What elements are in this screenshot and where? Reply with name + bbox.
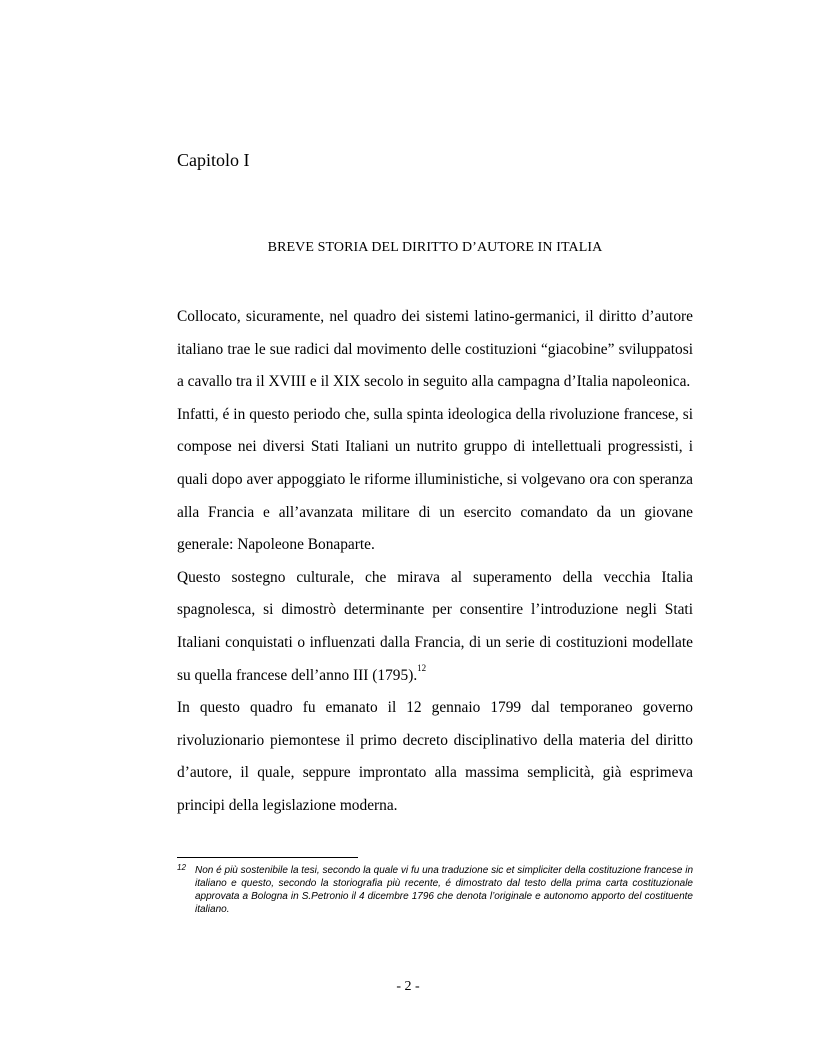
paragraph-text: In questo quadro fu emanato il 12 gennaio 1799 dal temporaneo governo rivoluzionario piemontese il primo decreto disciplinativo della materia del diritto d’autore, il quale, seppure improntato alla massima semplicità, già esprimeva principi della legislazione moderna. [177, 699, 693, 814]
paragraph [177, 301, 693, 399]
paragraph-text: Collocato, sicuramente, nel quadro dei sistemi latino-germanici, il diritto d’autore italiano trae le sue radici dal movimento delle costituzioni “giacobine” sviluppatosi a cavallo tra il XVIII e il XIX secolo in seguito alla campagna d’Italia napoleonica. [177, 308, 693, 391]
footnote-text: Non é più sostenibile la tesi, secondo la quale vi fu una traduzione sic et simpliciter della costituzione francese in italiano e questo, secondo la storiografia più recente, é dimostrato dal testo della prima carta costituzionale approvata a Bologna in S.Petronio il 4 dicembre 1796 che denota l’originale e autonomo apporto del costituente italiano. [195, 865, 693, 915]
chapter-heading: Capitolo I [177, 150, 250, 170]
footnote-number: 12 [177, 863, 186, 872]
paragraph-text: Infatti, é in questo periodo che, sulla spinta ideologica della rivoluzione francese, si compose nei diversi Stati Italiani un nutrito gruppo di intellettuali progressisti, i quali dopo aver appoggiato le riforme illuministiche, si volgevano ora con speranza alla Francia e all’avanzata militare di un esercito comandato da un giovane generale: Napoleone Bonaparte. [177, 405, 693, 554]
body-text [177, 301, 693, 823]
section-title: BREVE STORIA DEL DIRITTO D’AUTORE IN ITALIA [267, 240, 603, 255]
paragraph-text: Questo sostegno culturale, che mirava al superamento della vecchia Italia spagnolesca, si dimostrò determinante per consentire l’introduzione negli Stati Italiani conquistati o influenzati dalla Francia, di un serie di costituzioni modellate su quella francese dell’anno III (1795). [177, 568, 693, 684]
footnote-separator [177, 857, 358, 858]
page-number: - 2 - [396, 979, 420, 994]
footnote [177, 864, 693, 916]
paragraph [177, 562, 693, 692]
paragraph [177, 399, 693, 562]
footnote-reference: 12 [417, 663, 427, 674]
paragraph [177, 692, 693, 822]
